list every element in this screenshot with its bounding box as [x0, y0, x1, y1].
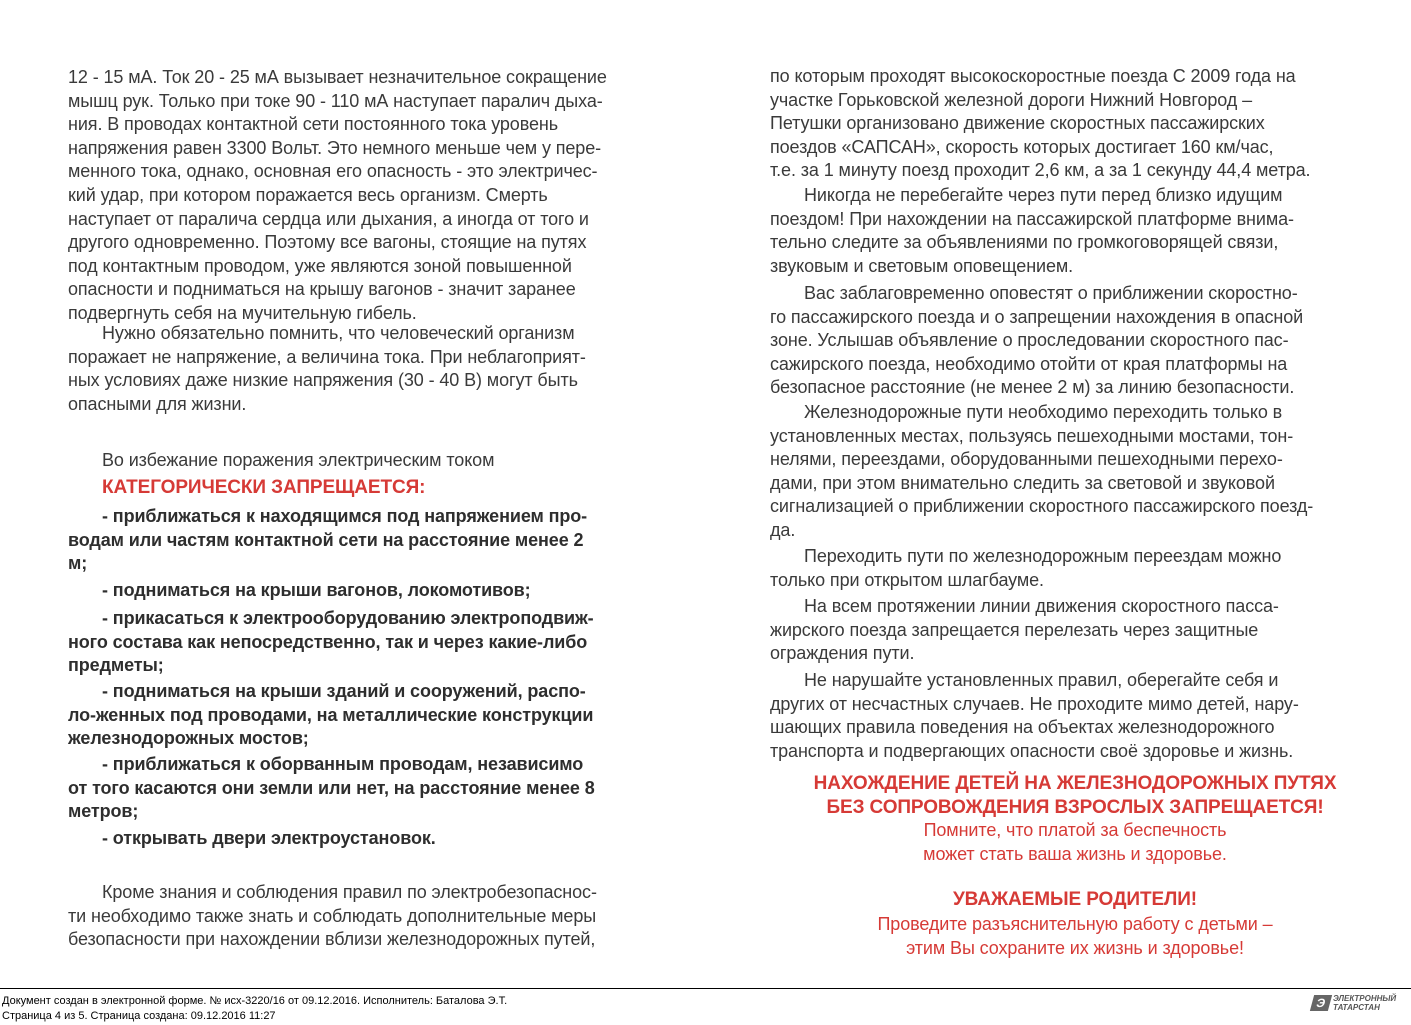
text-line: мышц рук. Только при токе 90 - 110 мА наступает паралич дыха-: [68, 90, 603, 111]
text-line: Кроме знания и соблюдения правил по электробезопаснос-: [102, 882, 597, 902]
paragraph: [770, 819, 1380, 866]
text-line: - подниматься на крыши зданий и сооружений, распо-: [102, 681, 586, 701]
text-line: под контактным проводом, уже являются зоной повышенной: [68, 255, 572, 276]
paragraph: [770, 913, 1380, 960]
heading: [68, 476, 425, 500]
text-line: предметы;: [68, 655, 164, 676]
text-line: НАХОЖДЕНИЕ ДЕТЕЙ НА ЖЕЛЕЗНОДОРОЖНЫХ ПУТЯХ: [813, 773, 1337, 794]
text-line: - приближаться к оборванным проводам, независимо: [102, 754, 584, 774]
text-line: от того касаются они земли или нет, на расстояние менее 8: [68, 777, 595, 798]
text-line: т.е. за 1 минуту поезд проходит 2,6 км, а за 1 секунду 44,4 метра.: [770, 160, 1311, 181]
text-line: УВАЖАЕМЫЕ РОДИТЕЛИ!: [952, 889, 1198, 910]
text-line: поражает не напряжение, а величина тока. При неблагоприят-: [68, 346, 586, 367]
text-line: ограждения пути.: [770, 643, 915, 664]
text-line: зоне. Услышав объявление о проследовании скоростного пас-: [770, 330, 1289, 351]
text-line: водам или частям контактной сети на расстояние менее 2: [68, 529, 584, 550]
paragraph: [68, 680, 593, 751]
paragraph: [68, 579, 531, 603]
paragraph: [770, 401, 1313, 543]
text-line: Нужно обязательно помнить, что человеческий организм: [102, 323, 575, 343]
text-line: безопасное расстояние (не менее 2 м) за линию безопасности.: [770, 377, 1295, 398]
logo-text-line2: ТАТАРСТАН: [1333, 1003, 1380, 1012]
text-line: Вас заблаговременно оповестят о приближении скоростно-: [804, 283, 1298, 303]
text-line: Петушки организовано движение скоростных пассажирских: [770, 113, 1265, 134]
text-line: ло-женных под проводами, на металлические конструкции: [68, 704, 594, 725]
text-line: ных условиях даже низкие напряжения (30 - 40 В) могут быть: [68, 370, 578, 391]
text-line: поездов «САПСАН», скорость которых достигает 160 км/час,: [770, 136, 1274, 157]
text-line: Проведите разъяснительную работу с детьми –: [877, 914, 1273, 934]
paragraph: [770, 595, 1279, 666]
text-line: 12 - 15 мА. Ток 20 - 25 мА вызывает незначительное сокращение: [68, 67, 607, 87]
text-line: сажирского поезда, необходимо отойти от края платформы на: [770, 353, 1288, 374]
footer-page-info: Страница 4 из 5. Страница создана: 09.12.2016 11:27: [2, 1010, 276, 1022]
text-line: нелями, переездами, оборудованными пешеходными перехо-: [770, 449, 1283, 470]
text-line: может стать ваша жизнь и здоровье.: [923, 843, 1227, 864]
text-line: опасными для жизни.: [68, 393, 247, 414]
text-line: да.: [770, 519, 796, 540]
text-line: наступает от паралича сердца или дыхания, а иногда от того и: [68, 208, 589, 229]
text-line: кий удар, при котором поражается весь организм. Смерть: [68, 184, 548, 205]
heading: [770, 888, 1380, 912]
paragraph: [770, 282, 1303, 400]
text-line: БЕЗ СОПРОВОЖДЕНИЯ ВЗРОСЛЫХ ЗАПРЕЩАЕТСЯ!: [826, 796, 1324, 818]
paragraph: [770, 65, 1310, 183]
text-line: На всем протяжении линии движения скоростного пасса-: [804, 596, 1279, 616]
text-line: дами, при этом внимательно следить за световой и звуковой: [770, 472, 1275, 493]
text-line: ти необходимо также знать и соблюдать дополнительные меры: [68, 905, 597, 926]
text-line: менного тока, однако, основная его опасность - это электричес-: [68, 161, 598, 182]
text-line: напряжения равен 3300 Вольт. Это немного меньше чем у пере-: [68, 137, 602, 158]
text-line: КАТЕГОРИЧЕСКИ ЗАПРЕЩАЕТСЯ:: [102, 477, 426, 498]
text-line: Переходить пути по железнодорожным переездам можно: [804, 546, 1282, 566]
paragraph: [770, 669, 1299, 763]
text-line: - открывать двери электроустановок.: [102, 828, 436, 848]
electronic-tatarstan-logo: [1312, 994, 1396, 1012]
text-line: Помните, что платой за беспечность: [923, 820, 1227, 840]
text-line: участке Горьковской железной дороги Нижний Новгород –: [770, 89, 1252, 110]
text-line: - подниматься на крыши вагонов, локомотивов;: [102, 580, 531, 600]
text-line: по которым проходят высокоскоростные поезда С 2009 года на: [770, 66, 1296, 86]
paragraph: [68, 449, 494, 473]
paragraph: [68, 66, 607, 326]
text-line: - прикасаться к электрооборудованию электроподвиж-: [102, 608, 594, 628]
logo-mark-icon: Э: [1310, 995, 1332, 1011]
paragraph: [770, 184, 1294, 278]
text-line: только при открытом шлагбауме.: [770, 569, 1044, 590]
text-line: установленных местах, пользуясь пешеходными мостами, тон-: [770, 425, 1294, 446]
text-line: тельно следите за объявлениями по громкоговорящей связи,: [770, 232, 1279, 253]
paragraph: [68, 753, 595, 824]
text-line: опасности и подниматься на крышу вагонов - значит заранее: [68, 279, 576, 300]
paragraph: [68, 827, 436, 851]
text-line: Во избежание поражения электрическим током: [102, 450, 495, 470]
footer-document-info: Документ создан в электронной форме. № исх-3220/16 от 09.12.2016. Исполнитель: Баталова Э.Т.: [2, 995, 508, 1007]
text-line: метров;: [68, 801, 139, 822]
paragraph: [68, 881, 597, 952]
text-line: ного состава как непосредственно, так и через какие-либо: [68, 631, 588, 652]
text-line: м;: [68, 553, 88, 574]
text-line: этим Вы сохраните их жизнь и здоровье!: [906, 937, 1244, 958]
paragraph: [68, 607, 594, 678]
text-line: других от несчастных случаев. Не проходите мимо детей, нару-: [770, 693, 1299, 714]
text-line: сигнализацией о приближении скоростного пассажирского поезд-: [770, 496, 1314, 517]
text-line: - приближаться к находящимся под напряжением про-: [102, 506, 588, 526]
text-line: Никогда не перебегайте через пути перед близко идущим: [804, 185, 1283, 205]
text-line: Не нарушайте установленных правил, оберегайте себя и: [804, 670, 1279, 690]
text-line: ния. В проводах контактной сети постоянного тока уровень: [68, 114, 559, 135]
text-line: транспорта и подвергающих опасности своё здоровье и жизнь.: [770, 740, 1294, 761]
text-line: го пассажирского поезда и о запрещении нахождения в опасной: [770, 306, 1304, 327]
footer-divider: [0, 988, 1411, 989]
text-line: жирского поезда запрещается перелезать через защитные: [770, 619, 1259, 640]
heading: [770, 772, 1380, 819]
text-line: Железнодорожные пути необходимо переходить только в: [804, 402, 1283, 422]
text-line: подвергнуть себя на мучительную гибель.: [68, 302, 417, 323]
text-line: другого одновременно. Поэтому все вагоны, стоящие на путях: [68, 232, 587, 253]
text-line: железнодорожных мостов;: [68, 728, 309, 749]
text-line: шающих правила поведения на объектах железнодорожного: [770, 717, 1275, 738]
text-line: безопасности при нахождении вблизи железнодорожных путей,: [68, 929, 596, 950]
paragraph: [68, 505, 587, 576]
paragraph: [68, 322, 586, 416]
text-line: звуковым и световым оповещением.: [770, 255, 1074, 276]
text-line: поездом! При нахождении на пассажирской платформе внима-: [770, 208, 1294, 229]
paragraph: [770, 545, 1281, 592]
logo-text-line1: ЭЛЕКТРОННЫЙ: [1333, 994, 1397, 1003]
